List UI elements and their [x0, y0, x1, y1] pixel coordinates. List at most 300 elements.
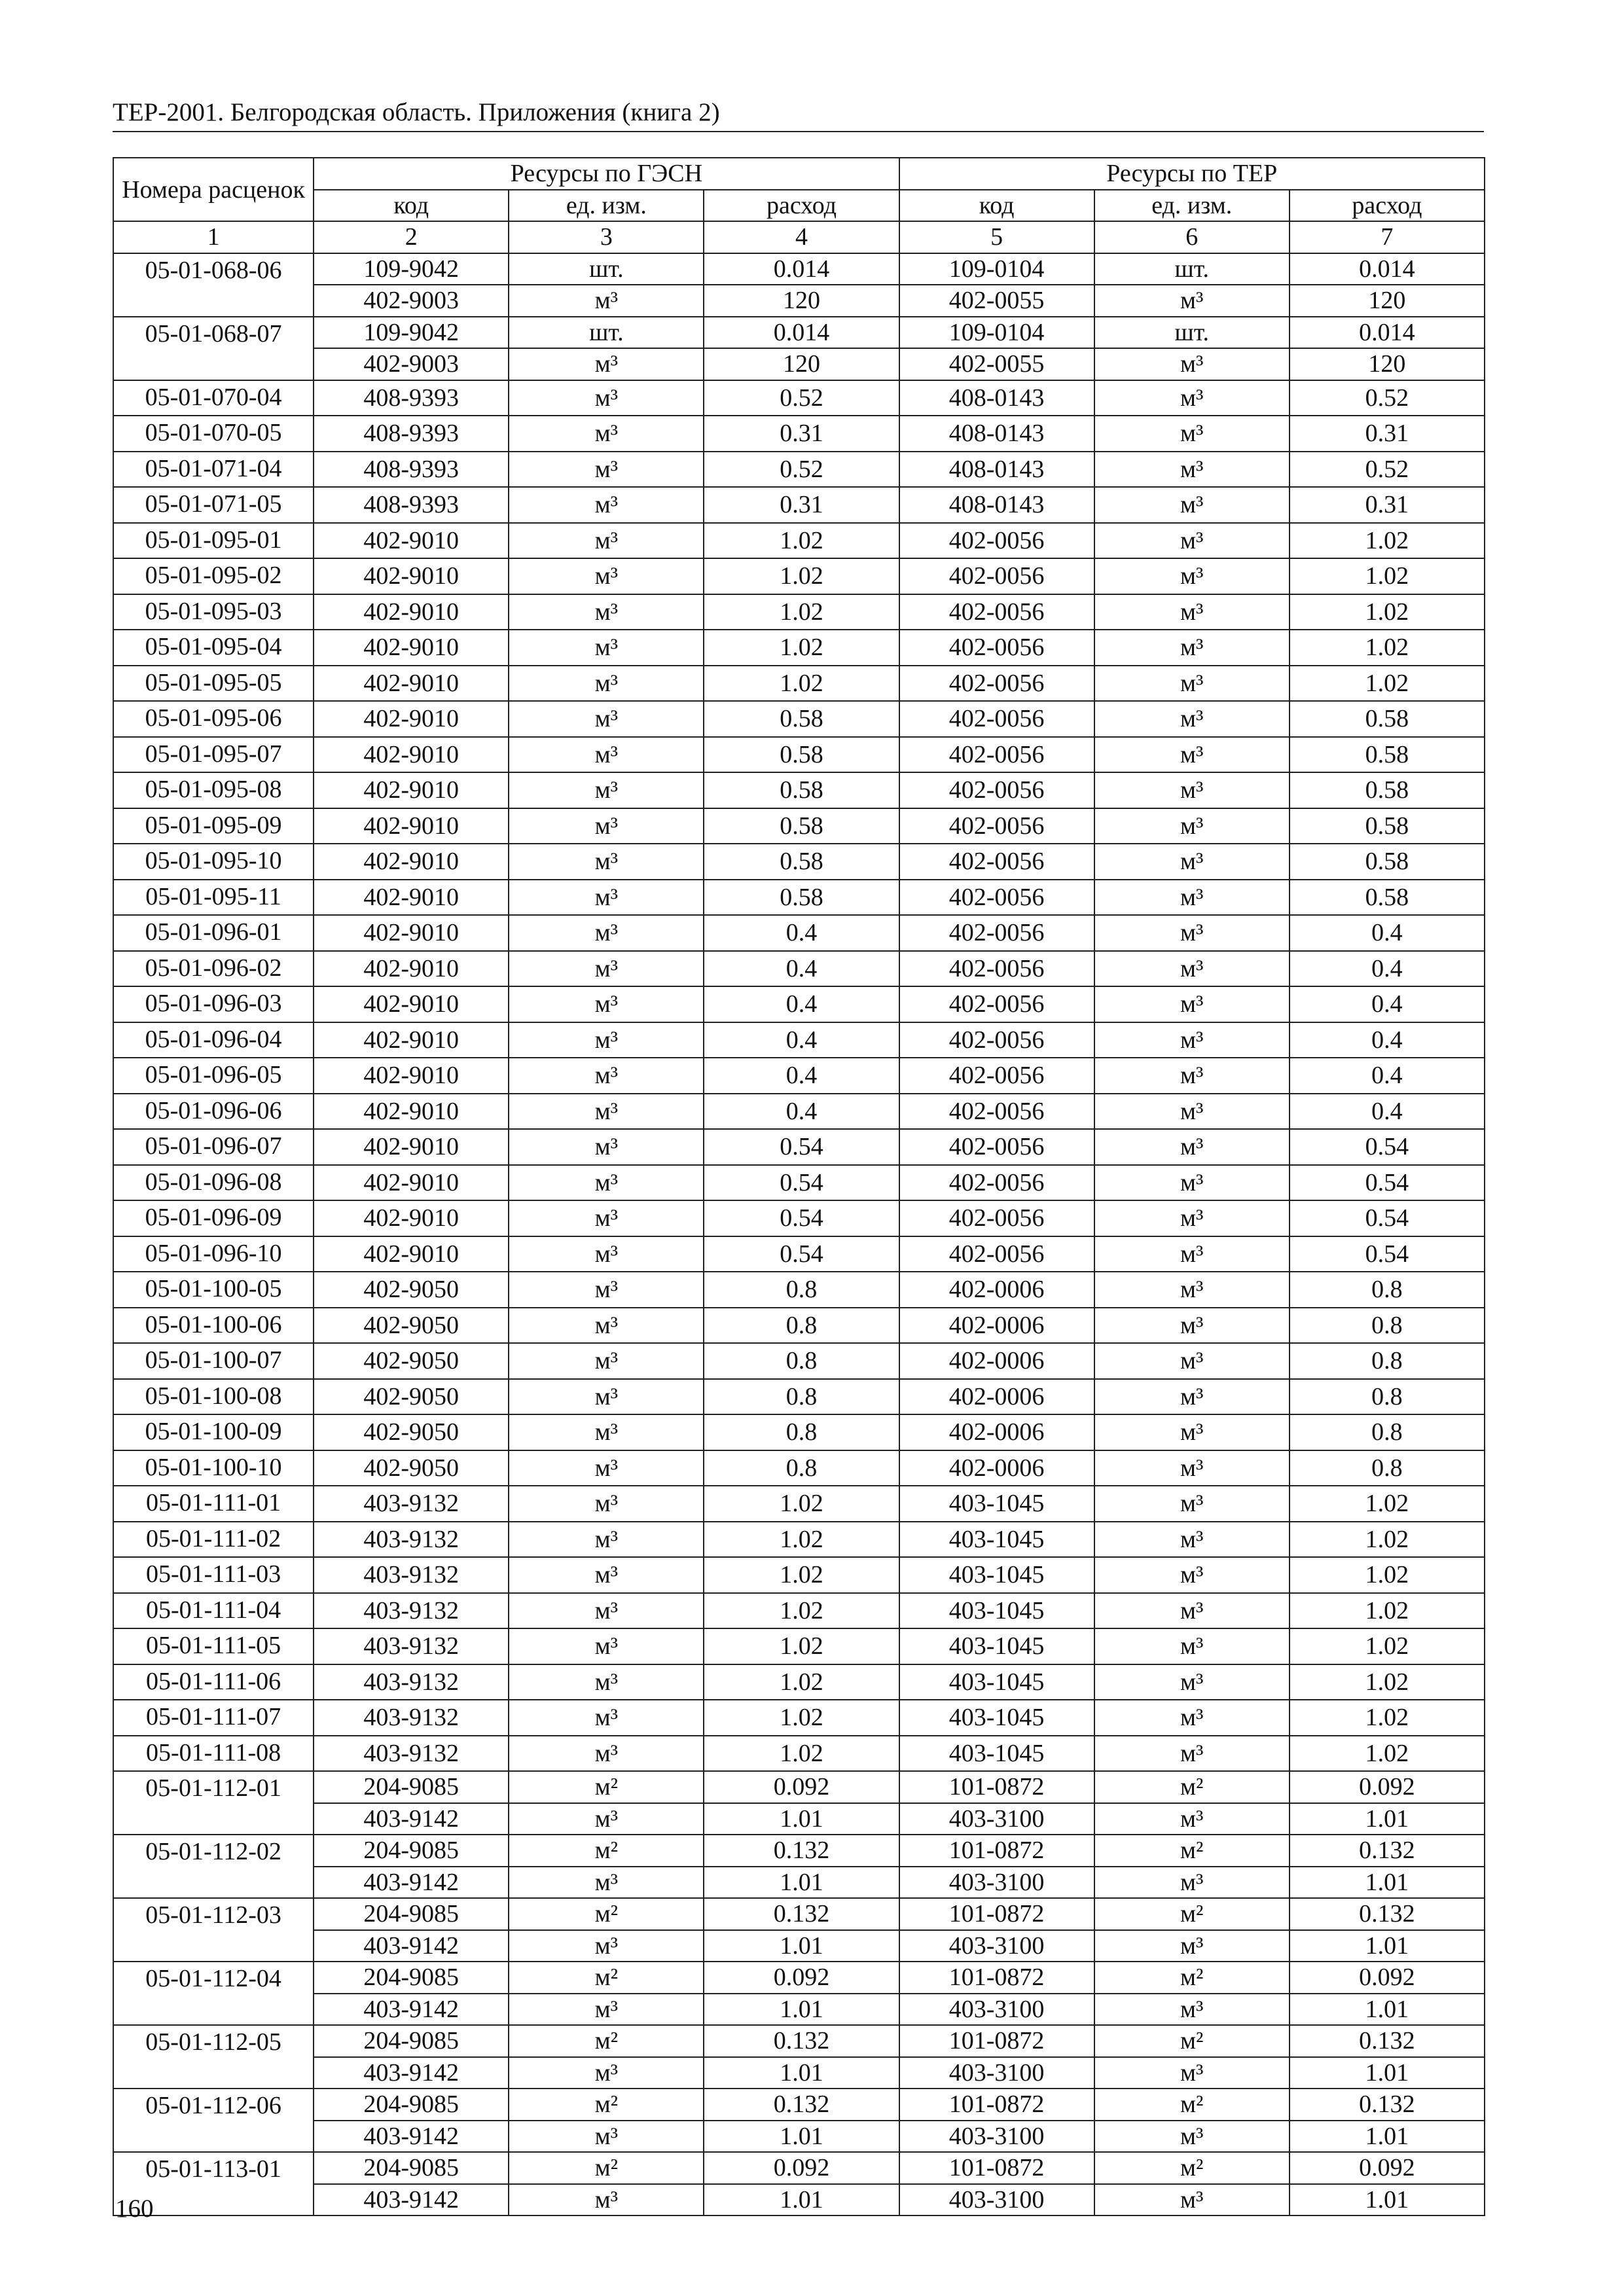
ter-code-cell: 408-0143: [899, 487, 1094, 523]
gesn-amount-cell: 0.58: [704, 772, 899, 808]
ter-code-cell: 402-0056: [899, 1094, 1094, 1130]
rate-number-cell: 05-01-096-03: [113, 986, 314, 1022]
gesn-amount-cell: 1.01: [704, 1930, 899, 1962]
gesn-amount-cell: 120: [704, 348, 899, 380]
ter-unit-cell: м³: [1094, 1094, 1290, 1130]
ter-amount-cell: 120: [1290, 348, 1485, 380]
gesn-code-cell: 204-9085: [314, 1835, 509, 1867]
rate-number-cell: 05-01-096-02: [113, 951, 314, 987]
gesn-unit-cell: м³: [509, 808, 704, 844]
rate-number-cell: 05-01-096-06: [113, 1094, 314, 1130]
gesn-code-cell: 402-9010: [314, 1236, 509, 1272]
table-head: [113, 158, 1485, 253]
gesn-code-cell: 204-9085: [314, 2152, 509, 2184]
gesn-unit-cell: м³: [509, 1272, 704, 1308]
ter-amount-cell: 1.01: [1290, 2057, 1485, 2089]
rate-number-cell: 05-01-111-01: [113, 1486, 314, 1522]
gesn-unit-cell: м²: [509, 1771, 704, 1803]
ter-unit-cell: м³: [1094, 880, 1290, 916]
table-row: [113, 951, 1485, 987]
ter-amount-cell: 0.014: [1290, 317, 1485, 349]
ter-amount-cell: 0.31: [1290, 487, 1485, 523]
table-row: [113, 666, 1485, 702]
rate-number-cell: 05-01-111-03: [113, 1557, 314, 1593]
ter-unit-cell: шт.: [1094, 253, 1290, 285]
gesn-code-cell: 403-9132: [314, 1628, 509, 1664]
rate-number-cell: 05-01-095-09: [113, 808, 314, 844]
gesn-amount-cell: 0.4: [704, 1094, 899, 1130]
ter-code-cell: 109-0104: [899, 253, 1094, 285]
gesn-amount-cell: 0.58: [704, 737, 899, 773]
ter-code-cell: 403-3100: [899, 2184, 1094, 2216]
gesn-code-cell: 402-9050: [314, 1272, 509, 1308]
table-row: [113, 808, 1485, 844]
table-row: [113, 1835, 1485, 1867]
ter-code-cell: 403-1045: [899, 1736, 1094, 1772]
gesn-code-cell: 408-9393: [314, 452, 509, 488]
gesn-amount-cell: 1.02: [704, 630, 899, 666]
ter-amount-cell: 1.01: [1290, 1930, 1485, 1962]
ter-amount-cell: 0.58: [1290, 737, 1485, 773]
ter-amount-cell: 1.02: [1290, 523, 1485, 559]
gesn-code-cell: 403-9132: [314, 1593, 509, 1629]
gesn-unit-cell: м³: [509, 1700, 704, 1736]
group-header-gesn: Ресурсы по ГЭСН: [314, 158, 899, 190]
table-row: [113, 1486, 1485, 1522]
gesn-unit-cell: м³: [509, 380, 704, 416]
ter-unit-cell: м³: [1094, 1803, 1290, 1835]
table-row: [113, 2025, 1485, 2057]
gesn-unit-cell: м³: [509, 1867, 704, 1899]
table-row: [113, 1930, 1485, 1962]
table-row: [113, 380, 1485, 416]
ter-unit-cell: м²: [1094, 2152, 1290, 2184]
gesn-amount-cell: 0.132: [704, 1835, 899, 1867]
gesn-unit-cell: м³: [509, 701, 704, 737]
gesn-code-cell: 402-9010: [314, 594, 509, 630]
gesn-amount-cell: 0.8: [704, 1450, 899, 1486]
table-row: [113, 2089, 1485, 2121]
ter-amount-cell: 0.54: [1290, 1236, 1485, 1272]
table-row: [113, 1994, 1485, 2026]
ter-amount-cell: 1.01: [1290, 1803, 1485, 1835]
gesn-amount-cell: 0.132: [704, 2089, 899, 2121]
gesn-code-cell: 402-9003: [314, 348, 509, 380]
ter-amount-cell: 0.8: [1290, 1414, 1485, 1450]
gesn-amount-cell: 0.4: [704, 915, 899, 951]
rate-number-cell: 05-01-100-07: [113, 1343, 314, 1379]
gesn-amount-cell: 0.4: [704, 986, 899, 1022]
page-header: ТЕР-2001. Белгородская область. Приложения (книга 2): [113, 98, 720, 126]
rate-number-cell: 05-01-096-05: [113, 1058, 314, 1094]
table-row: [113, 317, 1485, 349]
ter-code-cell: 402-0056: [899, 1058, 1094, 1094]
gesn-code-cell: 403-9142: [314, 1867, 509, 1899]
rate-number-cell: 05-01-068-07: [113, 317, 314, 380]
ter-code-cell: 403-1045: [899, 1700, 1094, 1736]
gesn-amount-cell: 1.02: [704, 1664, 899, 1700]
ter-code-cell: 402-0056: [899, 1129, 1094, 1165]
gesn-code-cell: 109-9042: [314, 317, 509, 349]
ter-unit-cell: м³: [1094, 986, 1290, 1022]
gesn-code-cell: 403-9142: [314, 1994, 509, 2026]
gesn-unit-cell: м³: [509, 630, 704, 666]
table-row: [113, 1803, 1485, 1835]
gesn-amount-cell: 0.132: [704, 1898, 899, 1930]
gesn-amount-cell: 1.02: [704, 1736, 899, 1772]
ter-amount-cell: 0.58: [1290, 844, 1485, 880]
gesn-amount-cell: 0.54: [704, 1165, 899, 1201]
gesn-code-cell: 403-9132: [314, 1522, 509, 1558]
ter-unit-cell: м³: [1094, 1165, 1290, 1201]
gesn-code-cell: 402-9010: [314, 1200, 509, 1236]
gesn-amount-cell: 0.8: [704, 1379, 899, 1415]
ter-unit-cell: м³: [1094, 1272, 1290, 1308]
table-row: [113, 772, 1485, 808]
gesn-amount-cell: 1.01: [704, 2184, 899, 2216]
rate-number-cell: 05-01-100-10: [113, 1450, 314, 1486]
rate-number-cell: 05-01-100-05: [113, 1272, 314, 1308]
ter-code-cell: 403-3100: [899, 1930, 1094, 1962]
ter-unit-cell: м³: [1094, 1379, 1290, 1415]
ter-unit-cell: м³: [1094, 487, 1290, 523]
gesn-amount-cell: 0.8: [704, 1343, 899, 1379]
ter-code-cell: 403-1045: [899, 1557, 1094, 1593]
gesn-unit-cell: м³: [509, 951, 704, 987]
table-row: [113, 1308, 1485, 1344]
header-row-groups: [113, 158, 1485, 190]
rate-number-cell: 05-01-112-03: [113, 1898, 314, 1962]
ter-code-cell: 402-0056: [899, 701, 1094, 737]
table-row: [113, 1022, 1485, 1058]
ter-code-cell: 403-1045: [899, 1522, 1094, 1558]
ter-amount-cell: 1.02: [1290, 1664, 1485, 1700]
ter-unit-cell: м³: [1094, 1593, 1290, 1629]
rate-number-cell: 05-01-096-01: [113, 915, 314, 951]
gesn-code-cell: 402-9010: [314, 951, 509, 987]
ter-code-cell: 402-0056: [899, 844, 1094, 880]
gesn-code-cell: 402-9003: [314, 285, 509, 317]
gesn-unit-cell: м³: [509, 1486, 704, 1522]
gesn-code-cell: 403-9132: [314, 1664, 509, 1700]
ter-code-cell: 402-0056: [899, 772, 1094, 808]
ter-amount-cell: 0.092: [1290, 1771, 1485, 1803]
gesn-code-cell: 204-9085: [314, 2089, 509, 2121]
gesn-code-cell: 402-9050: [314, 1308, 509, 1344]
gesn-unit-cell: м³: [509, 1094, 704, 1130]
header-rule: [113, 131, 1484, 132]
table-row: [113, 1898, 1485, 1930]
gesn-unit-cell: м³: [509, 772, 704, 808]
table-row: [113, 915, 1485, 951]
ter-amount-cell: 1.02: [1290, 666, 1485, 702]
gesn-amount-cell: 0.54: [704, 1129, 899, 1165]
gesn-amount-cell: 1.01: [704, 2121, 899, 2153]
ter-unit-cell: м³: [1094, 594, 1290, 630]
table-row: [113, 1058, 1485, 1094]
table-row: [113, 1200, 1485, 1236]
ter-code-cell: 101-0872: [899, 1962, 1094, 1994]
ter-code-cell: 402-0006: [899, 1343, 1094, 1379]
ter-unit-cell: м³: [1094, 1994, 1290, 2026]
gesn-unit-cell: м³: [509, 1200, 704, 1236]
ter-amount-cell: 0.52: [1290, 452, 1485, 488]
ter-code-cell: 402-0056: [899, 986, 1094, 1022]
gesn-unit-cell: м³: [509, 1058, 704, 1094]
rate-number-cell: 05-01-071-04: [113, 452, 314, 488]
ter-unit-cell: м³: [1094, 1308, 1290, 1344]
gesn-code-cell: 408-9393: [314, 487, 509, 523]
resources-table: [113, 157, 1485, 2216]
gesn-amount-cell: 0.4: [704, 1022, 899, 1058]
ter-code-cell: 101-0872: [899, 1835, 1094, 1867]
ter-unit-cell: м²: [1094, 1835, 1290, 1867]
ter-amount-cell: 1.02: [1290, 1628, 1485, 1664]
gesn-amount-cell: 1.02: [704, 1628, 899, 1664]
ter-unit-cell: шт.: [1094, 317, 1290, 349]
gesn-amount-cell: 1.02: [704, 1557, 899, 1593]
gesn-code-cell: 403-9132: [314, 1736, 509, 1772]
ter-unit-cell: м³: [1094, 1058, 1290, 1094]
gesn-unit-cell: м²: [509, 1835, 704, 1867]
ter-code-cell: 402-0006: [899, 1414, 1094, 1450]
ter-code-cell: 101-0872: [899, 1771, 1094, 1803]
gesn-amount-cell: 0.014: [704, 253, 899, 285]
gesn-amount-cell: 1.01: [704, 1803, 899, 1835]
gesn-unit-cell: м³: [509, 666, 704, 702]
gesn-code-cell: 402-9010: [314, 880, 509, 916]
ter-amount-cell: 0.58: [1290, 880, 1485, 916]
ter-code-cell: 402-0056: [899, 1165, 1094, 1201]
ter-code-cell: 101-0872: [899, 2025, 1094, 2057]
table-row: [113, 1379, 1485, 1415]
gesn-unit-cell: м³: [509, 1664, 704, 1700]
gesn-unit-cell: м³: [509, 416, 704, 452]
gesn-code-cell: 402-9050: [314, 1379, 509, 1415]
ter-unit-cell: м³: [1094, 285, 1290, 317]
gesn-amount-cell: 0.8: [704, 1308, 899, 1344]
gesn-amount-cell: 0.8: [704, 1272, 899, 1308]
gesn-unit-cell: м³: [509, 452, 704, 488]
ter-code-cell: 402-0055: [899, 348, 1094, 380]
ter-amount-cell: 0.132: [1290, 1898, 1485, 1930]
ter-unit-cell: м³: [1094, 1200, 1290, 1236]
gesn-code-cell: 402-9010: [314, 1058, 509, 1094]
gesn-amount-cell: 1.02: [704, 558, 899, 594]
ter-unit-cell: м³: [1094, 523, 1290, 559]
table-row: [113, 2057, 1485, 2089]
gesn-code-cell: 402-9010: [314, 844, 509, 880]
gesn-amount-cell: 1.01: [704, 1994, 899, 2026]
table-body: [113, 253, 1485, 2216]
table-row: [113, 630, 1485, 666]
table-row: [113, 487, 1485, 523]
gesn-unit-cell: м³: [509, 1994, 704, 2026]
gesn-amount-cell: 1.02: [704, 523, 899, 559]
gesn-unit-cell: м²: [509, 2089, 704, 2121]
gesn-code-cell: 402-9010: [314, 737, 509, 773]
ter-amount-cell: 0.8: [1290, 1308, 1485, 1344]
gesn-code-cell: 204-9085: [314, 2025, 509, 2057]
ter-amount-cell: 1.02: [1290, 1736, 1485, 1772]
column-header-gesn-code: код: [314, 190, 509, 222]
gesn-unit-cell: м³: [509, 1450, 704, 1486]
gesn-unit-cell: м³: [509, 1557, 704, 1593]
rate-number-cell: 05-01-111-08: [113, 1736, 314, 1772]
rate-number-cell: 05-01-095-01: [113, 523, 314, 559]
gesn-amount-cell: 0.092: [704, 1962, 899, 1994]
ter-code-cell: 403-3100: [899, 2121, 1094, 2153]
table-row: [113, 1129, 1485, 1165]
ter-amount-cell: 1.02: [1290, 558, 1485, 594]
rate-number-cell: 05-01-095-07: [113, 737, 314, 773]
rate-number-cell: 05-01-096-07: [113, 1129, 314, 1165]
gesn-amount-cell: 1.01: [704, 2057, 899, 2089]
rate-number-cell: 05-01-111-07: [113, 1700, 314, 1736]
ter-amount-cell: 0.4: [1290, 1094, 1485, 1130]
ter-amount-cell: 1.01: [1290, 1994, 1485, 2026]
rate-number-cell: 05-01-100-08: [113, 1379, 314, 1415]
ter-amount-cell: 1.02: [1290, 1700, 1485, 1736]
ter-amount-cell: 1.02: [1290, 594, 1485, 630]
ter-code-cell: 403-3100: [899, 1867, 1094, 1899]
gesn-unit-cell: м²: [509, 1898, 704, 1930]
column-index: 6: [1094, 221, 1290, 253]
table-row: [113, 1094, 1485, 1130]
gesn-amount-cell: 0.58: [704, 844, 899, 880]
ter-unit-cell: м³: [1094, 1867, 1290, 1899]
rate-number-cell: 05-01-096-08: [113, 1165, 314, 1201]
rate-number-cell: 05-01-112-05: [113, 2025, 314, 2089]
gesn-code-cell: 402-9050: [314, 1450, 509, 1486]
ter-amount-cell: 0.54: [1290, 1129, 1485, 1165]
gesn-code-cell: 402-9010: [314, 1094, 509, 1130]
gesn-code-cell: 402-9010: [314, 630, 509, 666]
gesn-amount-cell: 0.132: [704, 2025, 899, 2057]
gesn-unit-cell: м³: [509, 1930, 704, 1962]
ter-unit-cell: м³: [1094, 915, 1290, 951]
rate-number-cell: 05-01-070-05: [113, 416, 314, 452]
ter-amount-cell: 0.8: [1290, 1379, 1485, 1415]
gesn-unit-cell: м³: [509, 487, 704, 523]
gesn-amount-cell: 0.8: [704, 1414, 899, 1450]
ter-code-cell: 402-0056: [899, 737, 1094, 773]
ter-unit-cell: м³: [1094, 1343, 1290, 1379]
ter-amount-cell: 1.02: [1290, 1486, 1485, 1522]
ter-code-cell: 408-0143: [899, 380, 1094, 416]
rate-number-cell: 05-01-111-06: [113, 1664, 314, 1700]
ter-unit-cell: м³: [1094, 1736, 1290, 1772]
gesn-amount-cell: 1.02: [704, 666, 899, 702]
ter-amount-cell: 0.132: [1290, 1835, 1485, 1867]
ter-code-cell: 402-0056: [899, 558, 1094, 594]
gesn-code-cell: 402-9010: [314, 666, 509, 702]
rate-number-cell: 05-01-095-10: [113, 844, 314, 880]
gesn-code-cell: 402-9010: [314, 558, 509, 594]
ter-amount-cell: 0.58: [1290, 772, 1485, 808]
gesn-code-cell: 403-9132: [314, 1557, 509, 1593]
ter-code-cell: 402-0056: [899, 666, 1094, 702]
ter-code-cell: 402-0056: [899, 1236, 1094, 1272]
ter-code-cell: 402-0056: [899, 1200, 1094, 1236]
ter-code-cell: 403-3100: [899, 1994, 1094, 2026]
ter-code-cell: 402-0055: [899, 285, 1094, 317]
gesn-unit-cell: м²: [509, 2152, 704, 2184]
gesn-amount-cell: 1.02: [704, 1593, 899, 1629]
table-row: [113, 1414, 1485, 1450]
gesn-code-cell: 402-9010: [314, 1165, 509, 1201]
ter-unit-cell: м³: [1094, 2057, 1290, 2089]
ter-unit-cell: м²: [1094, 1771, 1290, 1803]
ter-amount-cell: 120: [1290, 285, 1485, 317]
ter-amount-cell: 0.4: [1290, 986, 1485, 1022]
ter-unit-cell: м³: [1094, 1236, 1290, 1272]
gesn-unit-cell: м³: [509, 1736, 704, 1772]
page-number: 160: [115, 2195, 154, 2223]
ter-amount-cell: 0.092: [1290, 1962, 1485, 1994]
gesn-unit-cell: м³: [509, 348, 704, 380]
gesn-unit-cell: м³: [509, 523, 704, 559]
ter-unit-cell: м²: [1094, 1962, 1290, 1994]
gesn-amount-cell: 0.4: [704, 951, 899, 987]
ter-unit-cell: м³: [1094, 558, 1290, 594]
column-header-ter-unit: ед. изм.: [1094, 190, 1290, 222]
gesn-code-cell: 402-9010: [314, 1129, 509, 1165]
table-row: [113, 1557, 1485, 1593]
rate-number-cell: 05-01-100-09: [113, 1414, 314, 1450]
rate-number-cell: 05-01-096-09: [113, 1200, 314, 1236]
ter-amount-cell: 0.4: [1290, 1022, 1485, 1058]
gesn-unit-cell: м³: [509, 1803, 704, 1835]
rate-number-cell: 05-01-068-06: [113, 253, 314, 317]
table-row: [113, 701, 1485, 737]
gesn-code-cell: 403-9142: [314, 2057, 509, 2089]
gesn-unit-cell: м³: [509, 2184, 704, 2216]
ter-unit-cell: м³: [1094, 844, 1290, 880]
table-row: [113, 1593, 1485, 1629]
gesn-unit-cell: м³: [509, 594, 704, 630]
gesn-code-cell: 408-9393: [314, 416, 509, 452]
ter-code-cell: 402-0056: [899, 808, 1094, 844]
ter-amount-cell: 0.4: [1290, 951, 1485, 987]
gesn-amount-cell: 1.02: [704, 594, 899, 630]
rate-number-cell: 05-01-095-11: [113, 880, 314, 916]
ter-amount-cell: 0.132: [1290, 2025, 1485, 2057]
column-index: 2: [314, 221, 509, 253]
gesn-unit-cell: м³: [509, 737, 704, 773]
ter-amount-cell: 1.02: [1290, 1557, 1485, 1593]
table-row: [113, 1628, 1485, 1664]
gesn-amount-cell: 1.02: [704, 1486, 899, 1522]
table-row: [113, 844, 1485, 880]
gesn-code-cell: 109-9042: [314, 253, 509, 285]
ter-unit-cell: м³: [1094, 666, 1290, 702]
ter-amount-cell: 1.02: [1290, 1593, 1485, 1629]
table-row: [113, 1343, 1485, 1379]
gesn-unit-cell: м³: [509, 1308, 704, 1344]
ter-amount-cell: 1.01: [1290, 2121, 1485, 2153]
ter-amount-cell: 0.58: [1290, 808, 1485, 844]
gesn-unit-cell: м³: [509, 880, 704, 916]
table-row: [113, 1962, 1485, 1994]
table-row: [113, 2121, 1485, 2153]
gesn-unit-cell: м³: [509, 285, 704, 317]
ter-code-cell: 402-0006: [899, 1450, 1094, 1486]
column-index: 5: [899, 221, 1094, 253]
ter-amount-cell: 0.8: [1290, 1343, 1485, 1379]
gesn-code-cell: 403-9142: [314, 1930, 509, 1962]
ter-amount-cell: 0.58: [1290, 701, 1485, 737]
